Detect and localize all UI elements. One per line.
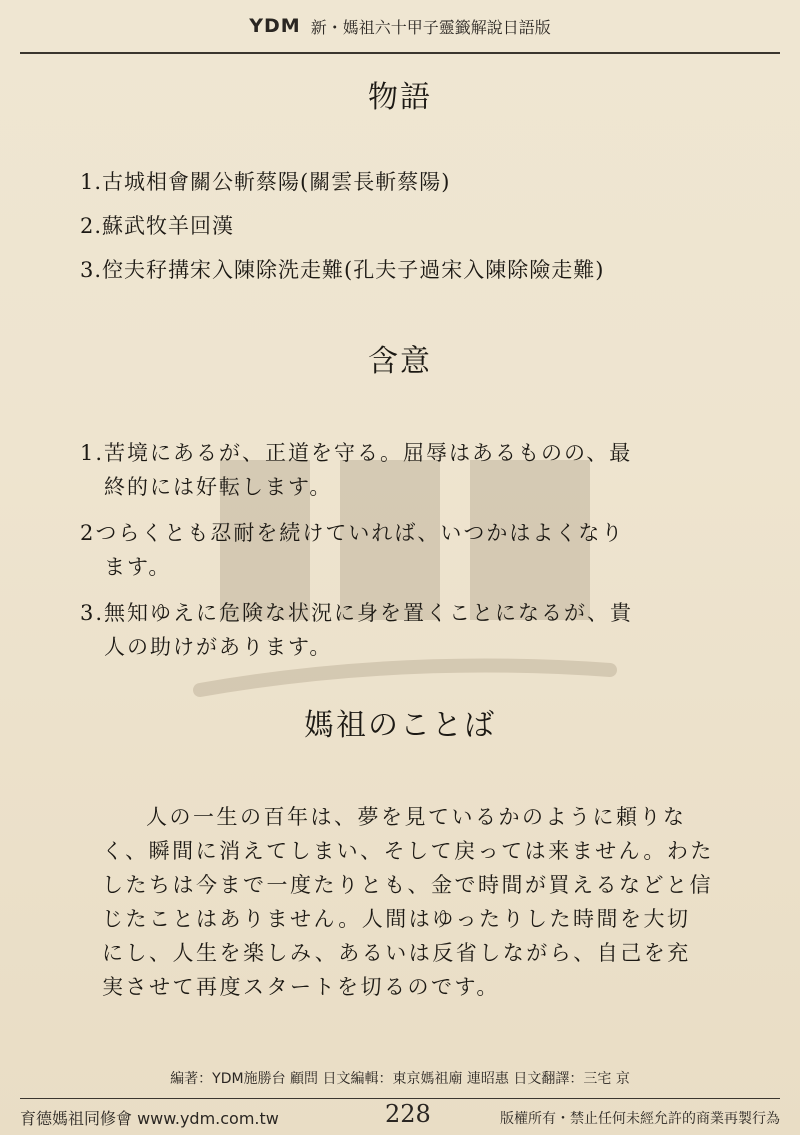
story-item: 1.古城相會關公斬蔡陽(關雲長斬蔡陽) [80, 170, 451, 194]
footer-copyright: 版權所有・禁止任何未經允許的商業再製行為 [500, 1111, 780, 1127]
meaning-item-line2: 人の助けがあります。 [104, 635, 333, 659]
story-item: 3.倥夫秄搆宋入陳除洗走難(孔夫子過宋入陳除險走難) [80, 258, 605, 282]
page-number: 228 [385, 1100, 431, 1128]
page-footer [20, 1102, 780, 1132]
meaning-item [80, 596, 730, 664]
story-heading: 物語 [368, 80, 432, 115]
meaning-item-line1: 1.苦境にあるが、正道を守る。屈辱はあるものの、最 [80, 441, 633, 465]
story-item: 2.蘇武牧羊回漢 [80, 214, 235, 238]
meaning-item [80, 516, 730, 584]
footer-organization: 育德媽祖同修會 www.ydm.com.tw [20, 1109, 279, 1128]
mazu-words-paragraph: 人の一生の百年は、夢を見ているかのように頼りなく、瞬間に消えてしまい、そして戻っては来ません。わたしたちは今まで一度たりとも、金で時間が買えるなどと信じたことはありません。人間はゆったりした時間を大切にし、人生を楽しみ、あるいは反省しながら、自己を充実させて再度スタートを切るのです。 [102, 805, 714, 999]
meaning-item-line2: 終的には好転します。 [104, 475, 333, 499]
page-header [0, 0, 800, 52]
story-list [80, 168, 760, 300]
footer-rule [20, 1098, 780, 1099]
header-rule [20, 52, 780, 54]
mazu-words-heading: 媽祖のことば [304, 708, 496, 743]
meaning-item-line2: ます。 [104, 555, 172, 579]
meaning-item-line1: 2つらくとも忍耐を続けていれば、いつかはよくなり [80, 521, 625, 545]
header-logo: YDM [249, 15, 301, 37]
meaning-item-line1: 3.無知ゆえに危険な状況に身を置くことになるが、貴 [80, 601, 634, 625]
meaning-list [80, 436, 730, 676]
header-title: 新・媽祖六十甲子靈籤解說日語版 [310, 17, 551, 37]
meaning-heading: 含意 [368, 344, 432, 379]
meaning-item [80, 436, 730, 504]
credits-line: 編著：YDM施勝台 顧問 日文編輯：東京媽祖廟 連昭惠 日文翻譯：三宅 京 [170, 1071, 630, 1087]
